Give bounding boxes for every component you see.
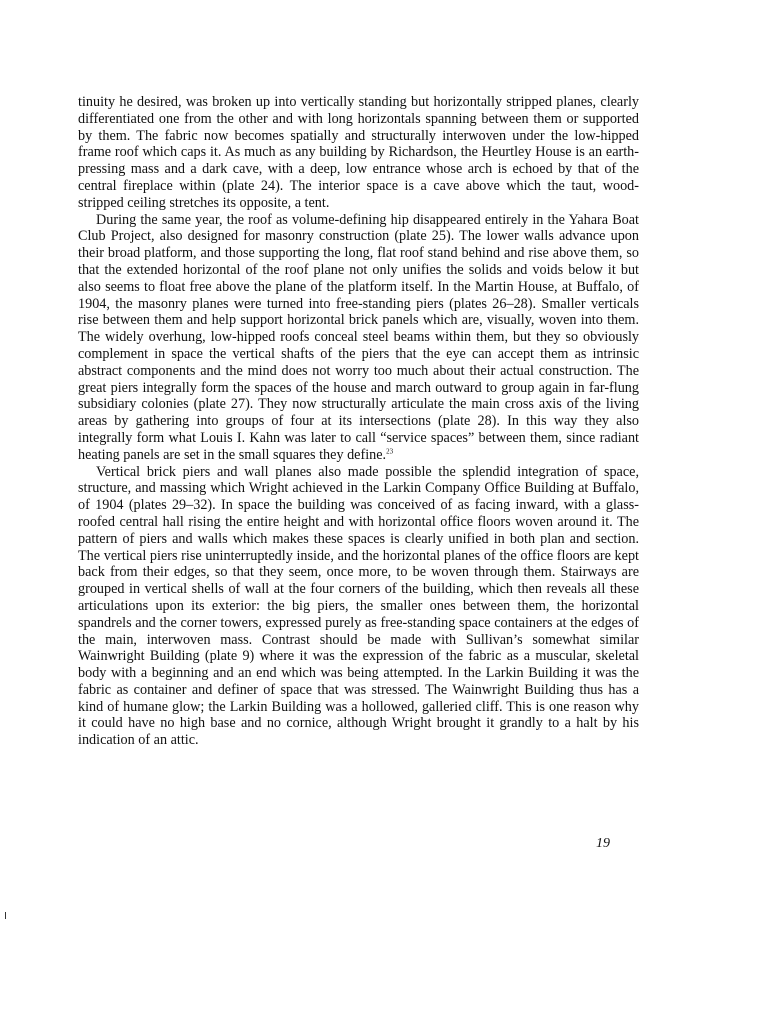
body-text: [78, 94, 639, 749]
text-column: [78, 94, 639, 974]
paragraph-1: tinuity he desired, was broken up into vertically standing but horizontally stripped planes, clearly differentiated one from the other and with long horizontals spanning between them or supported by them. The fabric now becomes spatially and structurally interwoven under the low-hipped frame roof which caps it. As much as any building by Richardson, the Heurtley House is an earth-pressing mass and a dark cave, with a deep, low entrance whose arch is echoed by that of the central fireplace within (plate 24). The interior space is a cave above which the taut, wood-stripped ceiling stretches its opposite, a tent.: [78, 94, 639, 211]
paragraph-2: [78, 212, 639, 464]
footnote-marker: 23: [386, 447, 394, 455]
paragraph-2-text: During the same year, the roof as volume-defining hip disappeared entirely in the Yahara Boat Club Project, also designed for masonry construction (plate 25). The lower walls advance upon their broad platform, and those supporting the long, flat roof stand behind and rise above them, so that the extended horizontal of the roof plane not only unifies the solids and voids below it but also seems to float free above the plane of the platform itself. In the Martin House, at Buffalo, of 1904, the masonry planes were turned into free-standing piers (plates 26–28). Smaller verticals rise between them and help support horizontal brick panels which are, visually, woven into them. The widely overhung, low-hipped roofs conceal steel beams within them, but they so obviously complement in space the vertical shafts of the piers that the eye can accept them as intrinsic abstract components and the mind does not worry too much about their actual construction. The great piers integrally form the spaces of the house and march outward to group again in far-flung subsidiary colonies (plate 27). They now structurally articulate the main cross axis of the living areas by gathering into groups of four at its intersections (plate 28). In this way they also integrally form what Louis I. Kahn was later to call “service spaces” between them, since radiant heating panels are set in the small squares they define.: [78, 211, 639, 463]
page-number: 19: [596, 836, 610, 851]
margin-mark: [5, 912, 6, 919]
paragraph-3: Vertical brick piers and wall planes also made possible the splendid integration of space, structure, and massing which Wright achieved in the Larkin Company Office Building at Buffalo, of 1904 (plates 29–32). In space the building was conceived of as facing inward, with a glass-roofed central hall rising the entire height and with horizontal office floors woven around it. The pattern of piers and walls which makes these spaces is clearly unified in both plan and section. The vertical piers rise uninterruptedly inside, and the horizontal planes of the office floors are kept back from their edges, so that they seem, once more, to be woven through them. Stairways are grouped in vertical shells of wall at the four corners of the building, which then reveals all these articulations upon its exterior: the big piers, the smaller ones between them, the horizontal spandrels and the corner towers, expressed purely as free-standing space containers at the edges of the main, interwoven mass. Contrast should be made with Sullivan’s somewhat similar Wainwright Building (plate 9) where it was the expression of the fabric as a muscular, skeletal body with a beginning and an end which was being attempted. In the Larkin Building it was the fabric as container and definer of space that was stressed. The Wainwright Building thus has a kind of humane glow; the Larkin Building was a hollowed, galleried cliff. This is one reason why it could have no high base and no cornice, although Wright brought it grandly to a halt by his indication of an attic.: [78, 463, 639, 749]
